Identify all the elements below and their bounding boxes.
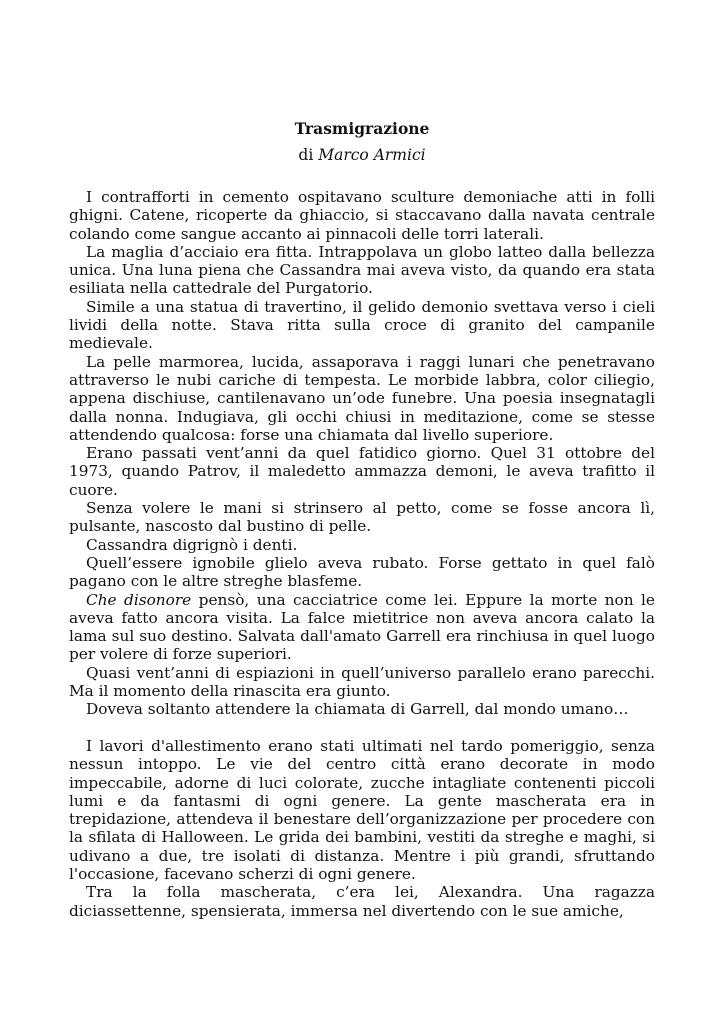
paragraph-text: Cassandra digrignò i denti. [86, 535, 298, 554]
paragraph [69, 536, 655, 554]
paragraph-text: I lavori d'allestimento erano stati ultimati nel tardo pomeriggio, senza nessun intoppo. Le vie del centro città erano decorate in modo impeccabile, adorne di luci colorate, zucche intagliate contenenti piccoli lumi e da fantasmi di ogni genere. La gente mascherata era in trepidazione, attendeva il benestare dell’organizzazione per procedere con la sfilata di Halloween. Le grida dei bambini, vestiti da streghe e maghi, si udivano a due, tre isolati di distanza. Mentre i più grandi, sfruttando l'occasione, facevano scherzi di ogni genere. [69, 736, 655, 883]
document-title: Trasmigrazione [294, 119, 430, 138]
paragraph-text: La maglia d’acciaio era fitta. Intrappolava un globo latteo dalla bellezza unica. Una luna piena che Cassandra mai aveva visto, da quando era stata esiliata nella cattedrale del Purgatorio. [69, 242, 655, 298]
paragraph [69, 700, 655, 718]
paragraph [69, 664, 655, 701]
paragraph [69, 444, 655, 499]
italic-lead: Che disonore [86, 590, 192, 609]
paragraph-text: La pelle marmorea, lucida, assaporava i raggi lunari che penetravano attraverso le nubi cariche di tempesta. Le morbide labbra, color ciliegio, appena dischiuse, cantilenavano un’ode funebre. Una poesia insegnatagli dalla nonna. Indugiava, gli occhi chiusi in meditazione, come se stesse attendendo qualcosa: forse una chiamata dal livello superiore. [69, 352, 655, 444]
paragraph [69, 243, 655, 298]
author-name: Marco Armici [318, 146, 426, 164]
body-text [69, 188, 655, 920]
paragraph [69, 554, 655, 591]
paragraph [69, 737, 655, 883]
byline [0, 145, 724, 165]
paragraph-text: Erano passati vent’anni da quel fatidico giorno. Quel 31 ottobre del 1973, quando Patrov, il maledetto ammazza demoni, le aveva trafitto il cuore. [69, 444, 655, 499]
byline-prefix: di [298, 146, 314, 164]
paragraph [69, 298, 655, 353]
paragraph [69, 188, 655, 243]
paragraph-text: I contrafforti in cemento ospitavano sculture demoniache atti in folli ghigni. Catene, ricoperte da ghiaccio, si staccavano dalla navata centrale colando come sangue accanto ai pinnacoli delle torri laterali. [69, 188, 655, 243]
paragraph-text: Doveva soltanto attendere la chiamata di Garrell, dal mondo umano… [86, 700, 629, 719]
paragraph-text: Senza volere le mani si strinsero al petto, come se fosse ancora lì, pulsante, nascosto dal bustino di pelle. [69, 499, 655, 536]
paragraph-text: Tra la folla mascherata, c’era lei, Alexandra. Una ragazza diciassettenne, spensierata, immersa nel divertendo con le sue amiche, [69, 883, 655, 920]
paragraph-text: Quasi vent’anni di espiazioni in quell’universo parallelo erano parecchi. Ma il momento della rinascita era giunto. [69, 663, 655, 701]
paragraph-text: pensò, una cacciatrice come lei. Eppure la morte non le aveva fatto ancora visita. La falce mietitrice non aveva ancora calato la lama sul suo destino. Salvata dall'amato Garrell era rinchiusa in quel luogo per volere di forze superiori. [69, 590, 655, 664]
paragraph [69, 353, 655, 444]
paragraph-text: Simile a una statua di travertino, il gelido demonio svettava verso i cieli lividi della notte. Stava ritta sulla croce di granito del campanile medievale. [69, 297, 655, 353]
paragraph [69, 591, 655, 664]
paragraph [69, 883, 655, 920]
paragraph [69, 499, 655, 536]
paragraph-text: Quell’essere ignobile glielo aveva rubato. Forse gettato in quel falò pagano con le altre streghe blasfeme. [69, 553, 655, 591]
